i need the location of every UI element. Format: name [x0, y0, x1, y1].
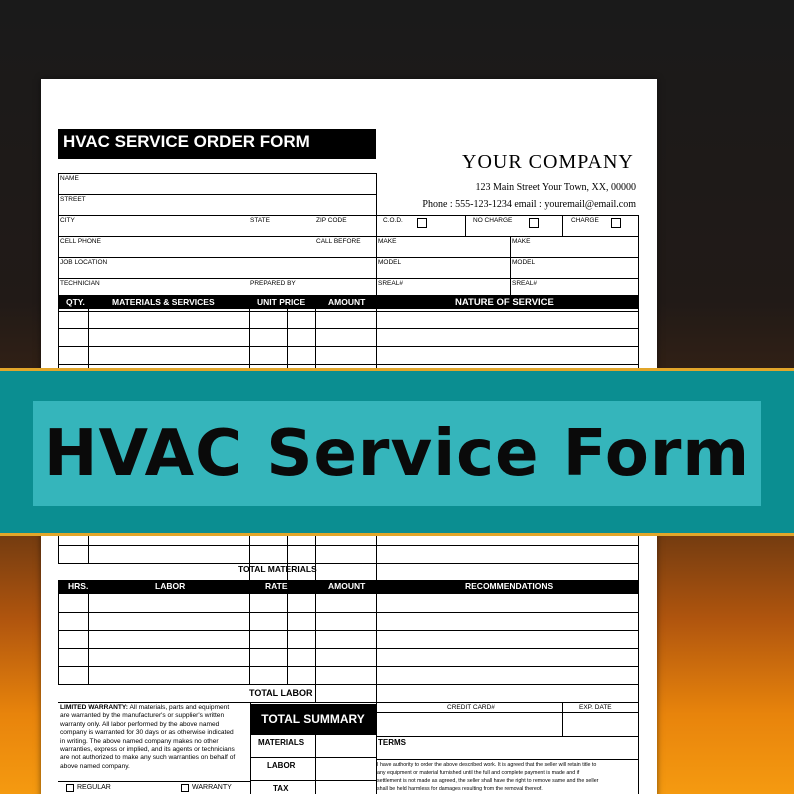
- charge-checkbox[interactable]: [611, 218, 621, 228]
- warranty-checkbox[interactable]: [181, 784, 189, 792]
- hrs-header: HRS.: [68, 581, 89, 591]
- nature-of-service-header: NATURE OF SERVICE: [455, 297, 554, 308]
- regular-checkbox[interactable]: [66, 784, 74, 792]
- serial-label-1: SREAL#: [378, 280, 403, 287]
- job-location-label: JOB LOCATION: [60, 259, 108, 266]
- zip-label: ZIP CODE: [316, 217, 347, 224]
- company-contact: Phone : 555-123-1234 email : youremail@email.com: [422, 199, 636, 210]
- materials-header: MATERIALS & SERVICES: [112, 297, 215, 307]
- terms-line-3: settlement is not made as agreed, the seller shall have the right to remove same and the seller: [377, 778, 599, 784]
- model-label-1: MODEL: [378, 259, 402, 266]
- warranty-heading: LIMITED WARRANTY:: [60, 704, 129, 711]
- cod-checkbox[interactable]: [417, 218, 427, 228]
- cod-label: C.O.D.: [383, 217, 403, 224]
- total-labor-label: TOTAL LABOR: [249, 688, 313, 698]
- terms-line-1: I have authority to order the above described work. It is agreed that the seller will retain title to: [377, 762, 597, 768]
- rate-header: RATE: [265, 581, 288, 591]
- make-label-1: MAKE: [378, 238, 397, 245]
- title-banner-inner: [33, 401, 761, 506]
- form-title: HVAC SERVICE ORDER FORM: [58, 129, 376, 159]
- qty-header: QTY.: [66, 297, 85, 307]
- state-label: STATE: [250, 217, 270, 224]
- title-banner: [0, 368, 794, 536]
- model-label-2: MODEL: [512, 259, 536, 266]
- warranty-line-2: are warranted by the manufacturer's or supplier's written: [60, 712, 225, 720]
- warranty-line-1: All materials, parts and equipment: [128, 704, 230, 711]
- name-label: NAME: [60, 175, 79, 182]
- terms-line-4: shall be held harmless for damages resulting from the removal thereof.: [377, 786, 543, 792]
- limited-warranty: [60, 704, 250, 771]
- technician-label: TECHNICIAN: [60, 280, 100, 287]
- make-label-2: MAKE: [512, 238, 531, 245]
- credit-card-label: CREDIT CARD#: [447, 704, 495, 711]
- warranty-line-7: are not authorized to make any such warranties on behalf of: [60, 754, 236, 762]
- company-name: YOUR COMPANY: [462, 151, 634, 173]
- call-before-label: CALL BEFORE: [316, 238, 361, 245]
- labor-amount-header: AMOUNT: [328, 581, 366, 591]
- unit-price-header: UNIT PRICE: [257, 297, 306, 307]
- terms-line-2: any equipment or material furnished until the full and complete payment is made and if: [377, 770, 580, 776]
- city-label: CITY: [60, 217, 75, 224]
- terms-text: [377, 761, 639, 793]
- cell-phone-label: CELL PHONE: [60, 238, 101, 245]
- no-charge-checkbox[interactable]: [529, 218, 539, 228]
- terms-heading: TERMS: [378, 738, 406, 747]
- warranty-line-3: warranty only. All labor performed by the above named: [60, 720, 220, 728]
- serial-label-2: SREAL#: [512, 280, 537, 287]
- summary-tax-label: TAX: [273, 784, 289, 793]
- amount-header: AMOUNT: [328, 297, 366, 307]
- exp-date-label: EXP. DATE: [579, 704, 612, 711]
- labor-header: LABOR: [155, 581, 186, 591]
- summary-labor-label: LABOR: [267, 761, 296, 770]
- regular-label: REGULAR: [77, 784, 111, 791]
- summary-materials-label: MATERIALS: [258, 738, 305, 747]
- street-label: STREET: [60, 196, 86, 203]
- banner-title: HVAC Service Form: [43, 416, 751, 491]
- company-address: 123 Main Street Your Town, XX, 00000: [475, 182, 636, 193]
- prepared-by-label: PREPARED BY: [250, 280, 296, 287]
- warranty-option-label: WARRANTY: [192, 784, 232, 791]
- warranty-line-5: in writing. The above named company makes no other: [60, 737, 219, 745]
- warranty-line-8: above named company.: [60, 762, 130, 770]
- total-materials-label: TOTAL MATERIALS: [238, 564, 317, 574]
- no-charge-label: NO CHARGE: [473, 217, 513, 224]
- warranty-line-6: warranties, express or implied, and its agents or technicians: [60, 746, 235, 754]
- charge-label: CHARGE: [571, 217, 599, 224]
- warranty-line-4: company is warranted for 30 days or as otherwise indicated: [60, 729, 234, 737]
- recommendations-header: RECOMMENDATIONS: [465, 581, 554, 591]
- total-summary-title: TOTAL SUMMARY: [250, 704, 376, 734]
